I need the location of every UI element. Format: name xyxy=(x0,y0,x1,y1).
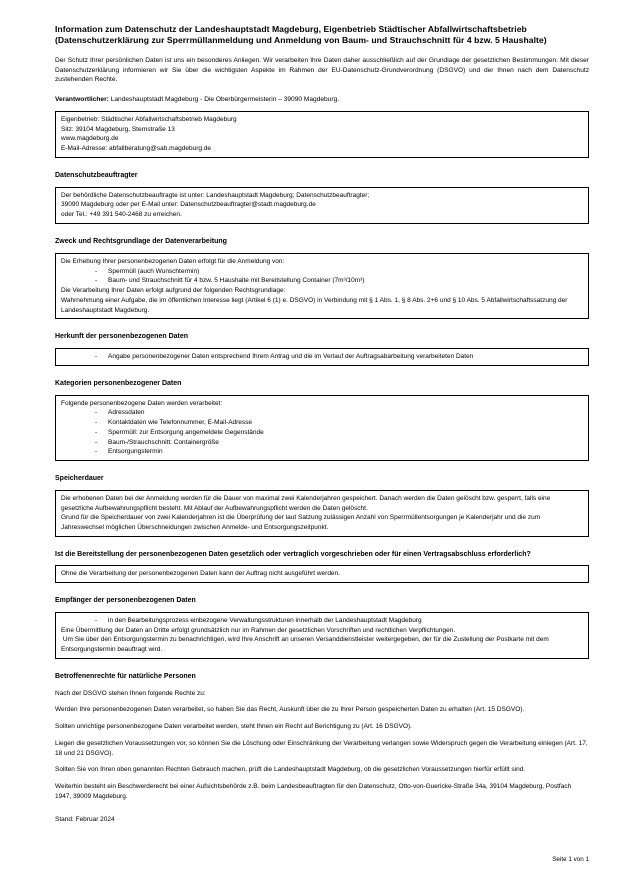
speicherdauer-p2: Grund für die Speicherdauer von zwei Kalenderjahren ist die Überprüfung der laut Satzung zulässigen Anzahl von Sperrmüllentsorgungen je Kalenderjahr und die zum Jahreswechsel möglichen Überschneidungen zwischen Anmelde- und Entsorgungszeitpunkt. xyxy=(61,514,542,532)
zweck-intro: Die Erhebung Ihrer personenbezogenen Daten erfolgt für die Anmeldung von: xyxy=(61,257,285,265)
section-heading-zweck: Zweck und Rechtsgrundlage der Datenverarbeitung xyxy=(55,237,227,245)
kategorien-item-2: - Kontaktdaten wie Telefonnummer, E-Mail-Adresse xyxy=(61,418,584,428)
kategorien-item-4: - Baum-/Strauchschnitt: Containergröße xyxy=(61,438,584,448)
section-heading-betroffenenrechte: Betroffenenrechte für natürliche Personen xyxy=(55,672,196,680)
section-box-speicherdauer xyxy=(55,490,589,537)
section-heading-herkunft: Herkunft der personenbezogenen Daten xyxy=(55,333,189,341)
contact-box xyxy=(55,111,589,158)
section-box-herkunft xyxy=(55,348,589,366)
zweck-after-2: Wahrnehmung einer Aufgabe, die im öffentlichen Interesse liegt (Artikel 6 (1) e. DSGVO) in Verbindung mit § 1 Abs. 1, § 8 Abs. 2+6 und § 10 Abs. 5 Abfallwirtschaftssatzung der Landeshauptstadt Magdeburg. xyxy=(61,296,570,314)
section-heading-bereitstellung: Ist die Bereitstellung der personenbezogenen Daten gesetzlich oder vertraglich vorgeschrieben oder für einen Vertragsabschluss erforderlich? xyxy=(55,550,531,558)
zweck-after-1: Die Verarbeitung Ihrer Daten erfolgt aufgrund der folgenden Rechtsgrundlage: xyxy=(61,287,286,294)
section-box-empfaenger xyxy=(55,612,589,659)
empfaenger-p2: Um Sie über den Entsorgungstermin zu benachrichtigen, wird Ihre Anschrift an unseren Versanddienstleister weitergegeben, der für die Zustellung der Postkarte mit dem Entsorgungstermin beauftragt wird. xyxy=(61,636,551,654)
intro-paragraph: Der Schutz Ihrer persönlichen Daten ist uns ein besonderes Anliegen. Wir verarbeiten Ihre Daten daher ausschließlich auf der Grundlage der gesetzlichen Bestimmungen. Mit dieser Datenschutzerklärung informieren wir Sie über die wichtigsten Aspekte im Rahmen der EU-Datenschutz-Grundverordnung (DSGVO) und der Ihnen nach dem Datenschutz zustehenden Rechte. xyxy=(55,56,589,84)
kategorien-list xyxy=(61,408,584,457)
section-heading-dsb: Datenschutzbeauftragter xyxy=(55,171,138,179)
zweck-item-1: - Sperrmüll (auch Wunschtermin) xyxy=(61,267,584,277)
bereitstellung-p1: Ohne die Verarbeitung der personenbezogenen Daten kann der Auftrag nicht ausgeführt werden. xyxy=(61,570,340,578)
section-box-bereitstellung xyxy=(55,565,589,583)
speicherdauer-p1: Die erhobenen Daten bei der Anmeldung werden für die Dauer von maximal zwei Kalenderjahren gespeichert. Danach werden die Daten gelöscht bzw. gesperrt, falls eine gesetzliche Aufbewahrungspflicht besteht. Mit Ablauf der Aufbewahrungspflicht werden die Daten gelöscht. xyxy=(61,494,553,512)
rights-p6: Weiterhin besteht ein Beschwerderecht bei einer Aufsichtsbehörde z.B. beim Landesbeauftragten für den Datenschutz, Otto-von-Guericke-Straße 34a, 39104 Magdeburg, Postfach 1947, 39009 Magdeburg. xyxy=(55,783,572,800)
contact-line-3: www.magdeburg.de xyxy=(61,135,119,143)
contact-line-4: E-Mail-Adresse: abfallberatung@sab.magdeburg.de xyxy=(61,145,212,153)
section-box-dsb xyxy=(55,187,589,224)
section-box-zweck xyxy=(55,253,589,320)
responsible-line xyxy=(55,95,589,105)
zweck-item-2: - Baum- und Strauchschnitt für 4 bzw. 5 Haushalte mit Bereitstellung Container (7m³/10m³) xyxy=(61,276,584,286)
section-box-kategorien xyxy=(55,395,589,462)
zweck-list xyxy=(61,267,584,287)
stand-date: Stand: Februar 2024 xyxy=(55,815,115,823)
rights-p3: Sollten unrichtige personenbezogene Daten verarbeitet werden, steht Ihnen ein Recht auf Berichtigung zu (Art. 16 DSGVO). xyxy=(55,723,412,731)
contact-line-1: Eigenbetrieb: Städtischer Abfallwirtschaftsbetrieb Magdeburg xyxy=(61,115,237,123)
empfaenger-list xyxy=(61,616,584,626)
rights-p1: Nach der DSGVO stehen Ihnen folgende Rechte zu: xyxy=(55,689,206,697)
herkunft-item-1: - Angabe personenbezogener Daten entsprechend Ihrem Antrag und die im Verlauf der Auftragsabarbeitung verarbeiteten Daten xyxy=(61,352,584,362)
page-footer: Seite 1 von 1 xyxy=(552,856,589,863)
section-heading-speicherdauer: Speicherdauer xyxy=(55,475,104,483)
dsb-line-2: 39090 Magdeburg oder per E-Mail unter: Datenschutzbeauftragter@stadt.magdeburg.de xyxy=(61,201,316,209)
kategorien-item-3: - Sperrmüll: zur Entsorgung angemeldete Gegenstände xyxy=(61,428,584,438)
kategorien-item-5: - Entsorgungstermin xyxy=(61,447,584,457)
section-heading-empfaenger: Empfänger der personenbezogenen Daten xyxy=(55,597,196,605)
rights-p5: Sollten Sie von Ihren oben genannten Rechten Gebrauch machen, prüft die Landeshauptstadt Magdeburg, ob die gesetzlichen Voraussetzungen hierfür erfüllt sind. xyxy=(55,766,526,774)
empfaenger-p1: Eine Übermittlung der Daten an Dritte erfolgt grundsätzlich nur im Rahmen der gesetzlichen Vorschriften und rechtlichen Verpflichtungen. xyxy=(61,626,456,634)
rights-p2: Werden Ihre personenbezogenen Daten verarbeitet, so haben Sie das Recht, Auskunft über die zu Ihrer Person gespeicherten Daten zu erhalten (Art. 15 DSGVO). xyxy=(55,706,525,714)
empfaenger-item-1: - in den Bearbeitungsprozess einbezogene Verwaltungsstrukturen innerhalb der Landeshauptstadt Magdeburg xyxy=(61,616,584,626)
dsb-line-1: Der behördliche Datenschutzbeauftragte ist unter: Landeshauptstadt Magdeburg; Datenschutzbeauftragter; xyxy=(61,191,370,199)
dsb-line-3: oder Tel.: +49 391 540-2468 zu erreichen. xyxy=(61,211,182,219)
responsible-label: Verantwortlicher: xyxy=(55,96,109,104)
section-heading-kategorien: Kategorien personenbezogener Daten xyxy=(55,379,182,387)
kategorien-item-1: - Adressdaten xyxy=(61,408,584,418)
kategorien-intro: Folgende personenbezogene Daten werden verarbeitet: xyxy=(61,399,223,407)
rights-p4: Liegen die gesetzlichen Voraussetzungen vor, so können Sie die Löschung oder Einschränkung der Verarbeitung verlangen sowie Widerspruch gegen die Verarbeitung einlegen (Art. 17, 18 und 21 DSGVO). xyxy=(55,739,588,757)
herkunft-list xyxy=(61,352,584,362)
page-title: Information zum Datenschutz der Landeshauptstadt Magdeburg, Eigenbetrieb Städtischer Abfallwirtschaftsbetrieb (Datenschutzerklärung zur Sperrmüllanmeldung und Anmeldung von Baum- und Strauchschnitt für 4 bzw. 5 Haushalte) xyxy=(55,24,547,46)
contact-line-2: Sitz: 39104 Magdeburg, Sternstraße 13 xyxy=(61,125,175,133)
responsible-value: Landeshauptstadt Magdeburg - Die Oberbürgermeisterin – 39090 Magdeburg. xyxy=(110,96,340,104)
